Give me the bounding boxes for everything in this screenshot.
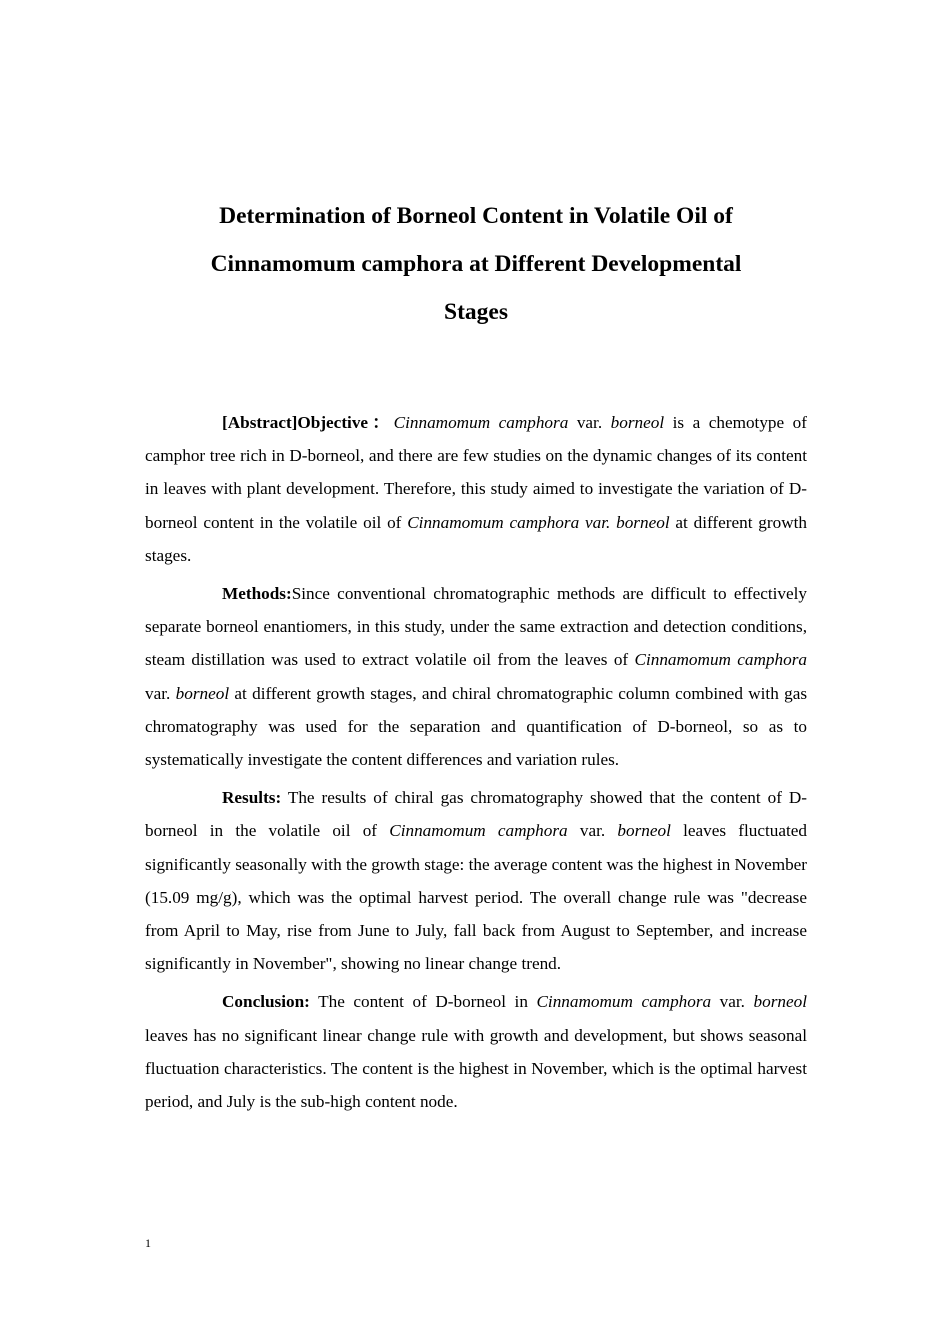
body-text: The content of D-borneol in <box>309 992 537 1012</box>
section-label: Results: <box>222 788 282 808</box>
species-name: Cinnamomum camphora <box>536 992 712 1012</box>
body-text: leaves fluctuated significantly seasonally with the growth stage: the average content was the highest in November (15.09 mg/g), which was the optimal harvest period. The overall change rule was "decrease from April to May, rise from June to July, fall back from August to September, and increase significantly in November", showing no linear change trend. <box>145 821 808 974</box>
species-name: borneol <box>753 992 807 1012</box>
paper-title <box>145 192 807 336</box>
species-name: borneol <box>175 683 230 703</box>
body-text: leaves has no significant linear change rule with growth and development, but shows seasonal fluctuation characteristics. The content is the highest in November, which is the optimal harvest period, and July is the sub-high content node. <box>145 1025 807 1112</box>
section-label: Conclusion: <box>222 992 310 1012</box>
abstract-methods <box>145 577 807 776</box>
abstract-results <box>145 781 807 980</box>
body-text: var. <box>145 683 176 703</box>
body-text: Since conventional chromatographic methods are difficult to effectively separate borneol enantiomers, in this study, under the same extraction and detection conditions, steam distillation was used to extract volatile oil from the leaves of <box>145 584 807 670</box>
species-name: Cinnamomum camphora <box>634 650 807 670</box>
body-text: at different growth stages, and chiral chromatographic column combined with gas chromatography was used for the separation and quantification of D-borneol, so as to systematically investigate the content differences and variation rules. <box>145 683 808 770</box>
species-name: Cinnamomum camphora <box>389 821 568 841</box>
body-text: The results of chiral gas chromatography showed that the content of D-borneol in the volatile oil of <box>145 788 807 841</box>
page-number: 1 <box>145 1236 151 1250</box>
species-name: borneol <box>610 413 665 432</box>
species-name: borneol <box>617 821 671 841</box>
title-line: Determination of Borneol Content in Volatile Oil of <box>219 203 733 229</box>
body-text: var. <box>711 992 754 1012</box>
body-text: var. <box>568 413 611 432</box>
abstract-conclusion <box>145 985 807 1118</box>
abstract <box>145 406 807 1118</box>
body-text: is a chemotype of camphor tree rich in D-borneol, and there are few studies on the dynamic changes of its content in leaves with plant development. Therefore, this study aimed to investigate the variation of D-borneol content in the volatile oil of <box>145 413 807 532</box>
species-name: Cinnamomum camphora <box>393 413 569 432</box>
section-label: [Abstract]Objective： <box>222 413 394 432</box>
title-line: Cinnamomum camphora at Different Developmental <box>210 251 742 277</box>
title-line: Stages <box>444 299 508 325</box>
body-text: at different growth stages. <box>145 512 808 565</box>
body-text: var. <box>567 821 618 841</box>
abstract-objective <box>145 406 807 572</box>
species-name: Cinnamomum camphora var. borneol <box>407 512 670 532</box>
section-label: Methods: <box>222 584 292 604</box>
